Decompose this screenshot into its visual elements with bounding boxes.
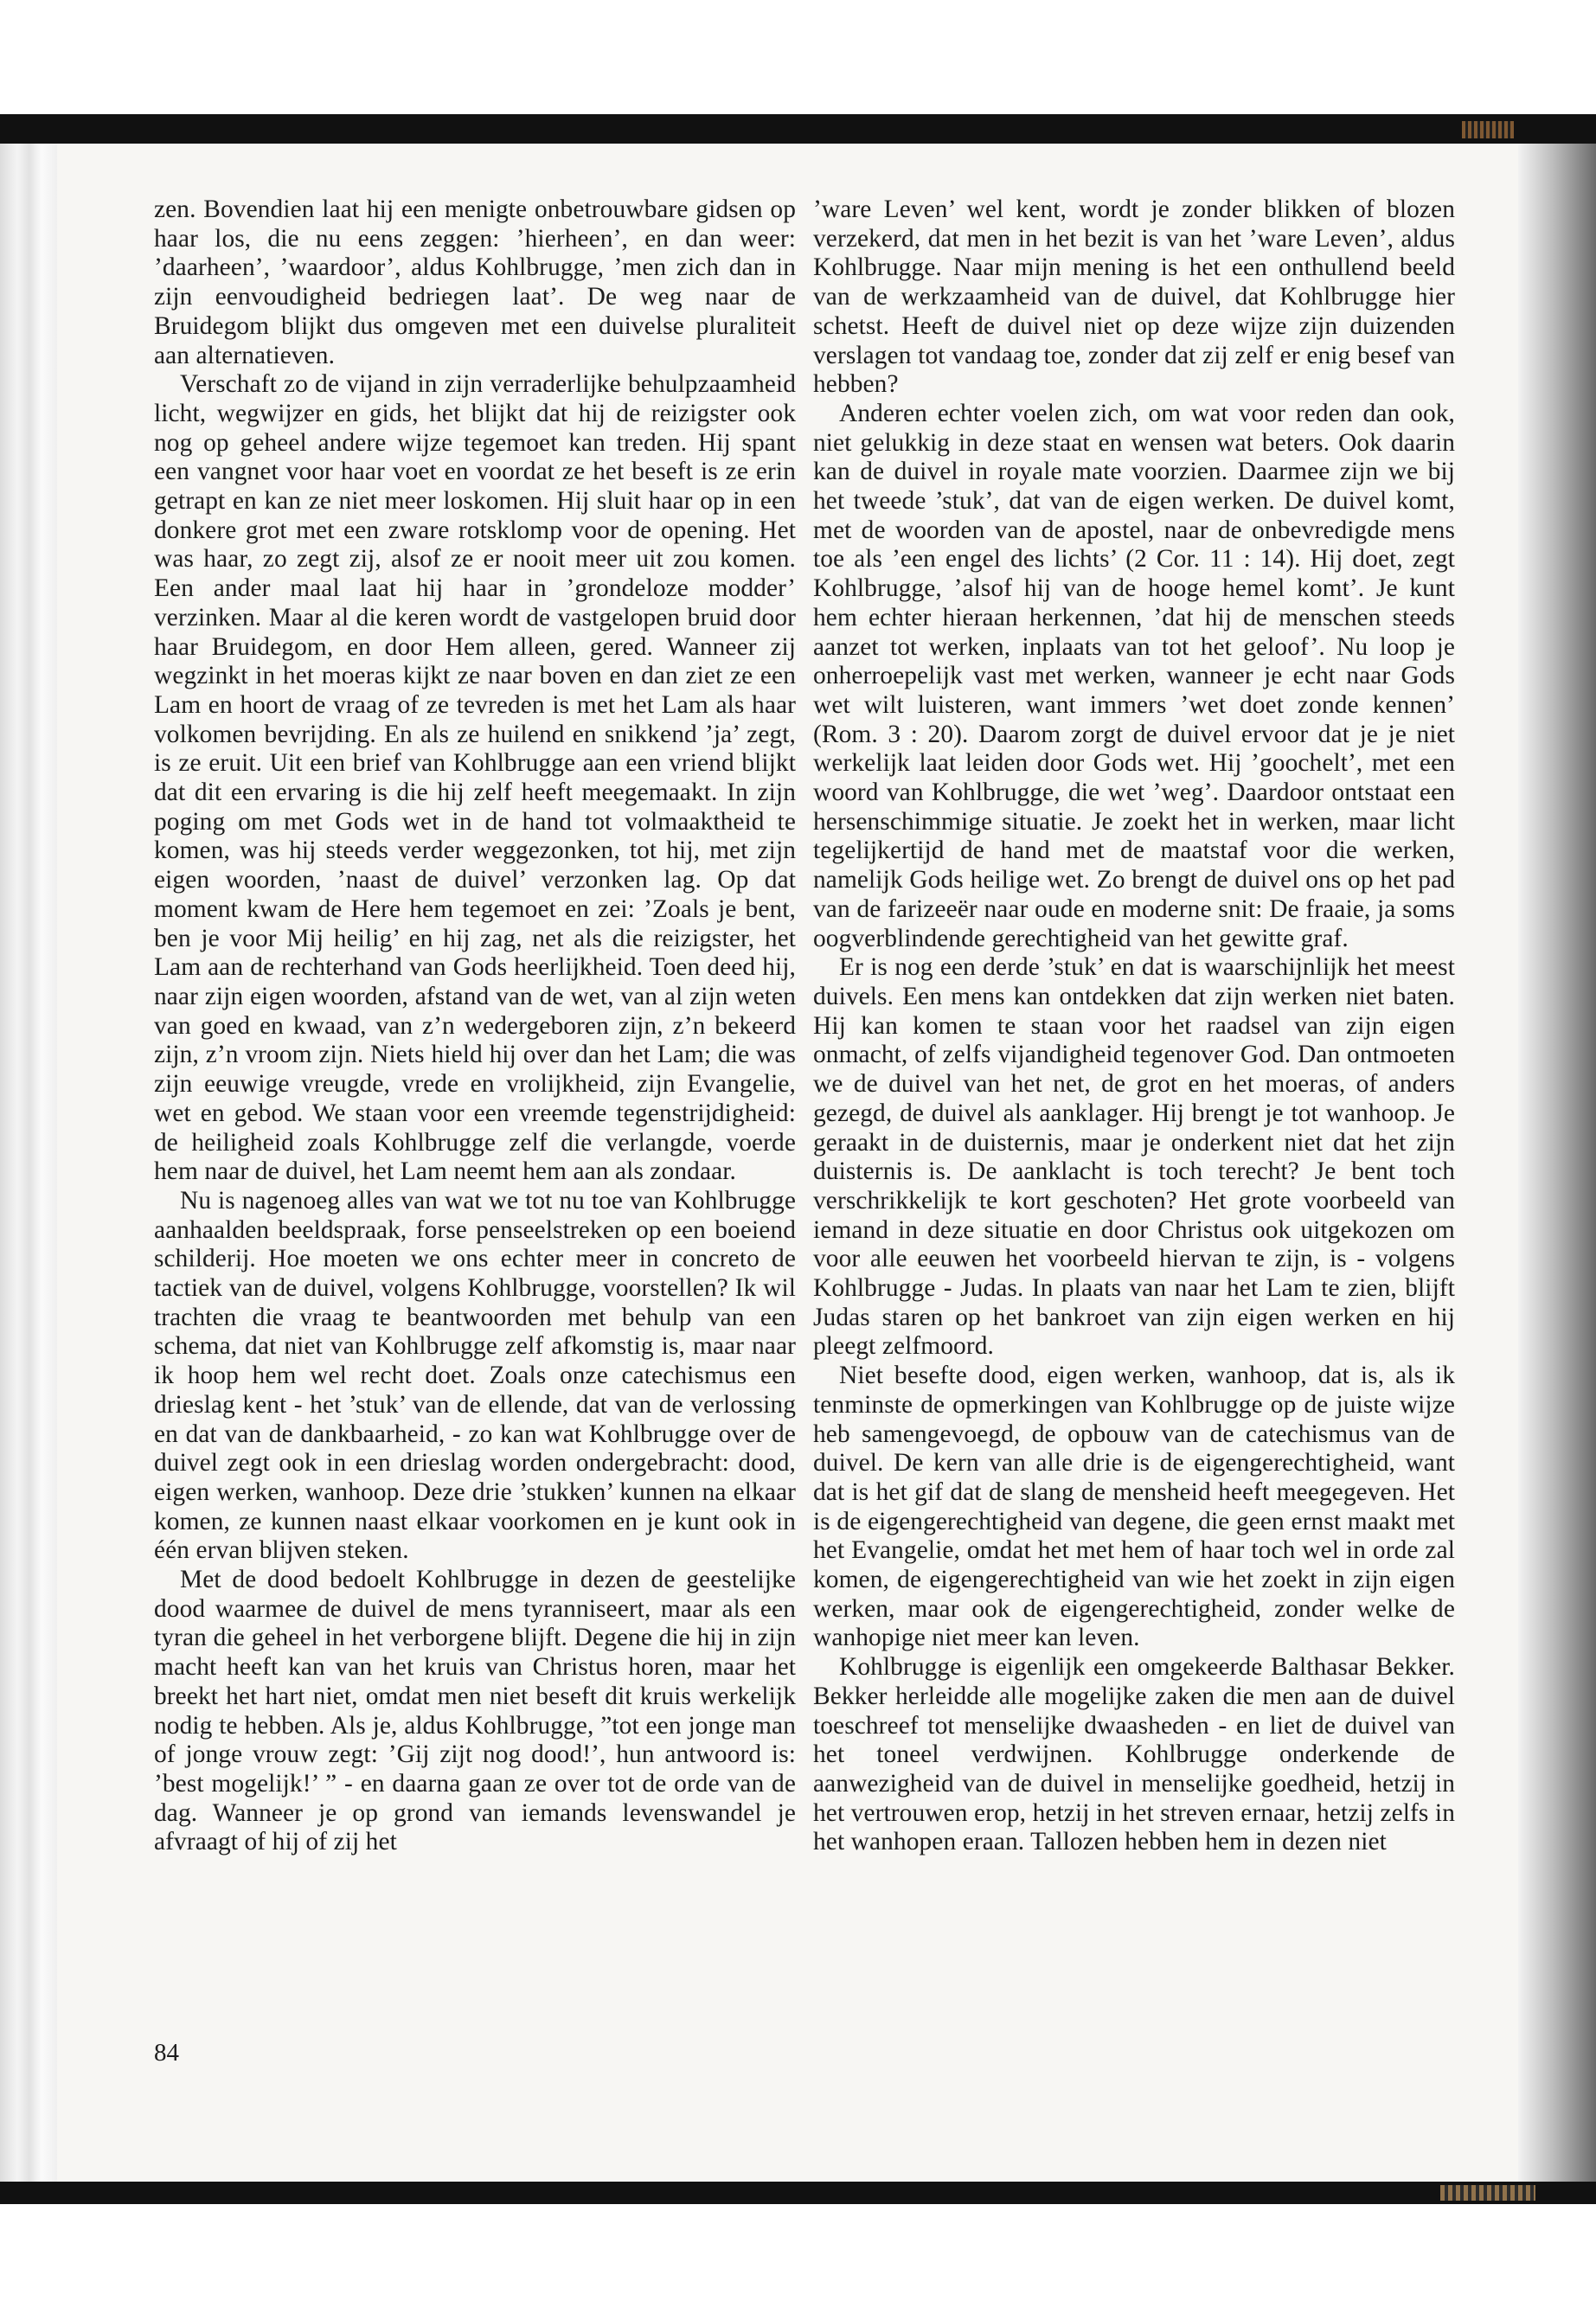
- paragraph: ’ware Leven’ wel kent, wordt je zonder blikken of blozen verzekerd, dat men in het bezit is van het ’ware Leven’, aldus Kohlbrugge. Naar mijn mening is het een onthullend beeld van de werkzaamheid van de duivel, dat Kohlbrugge hier schetst. Heeft de duivel niet op deze wijze zijn duizenden verslagen tot vandaag toe, zonder dat zij zelf er enig besef van hebben?: [813, 195, 1455, 399]
- scan-border-top: [0, 114, 1596, 144]
- scan-artifact-bottom-right: [1440, 2185, 1535, 2201]
- paragraph: Kohlbrugge is eigenlijk een omgekeerde Balthasar Bekker. Bekker herleidde alle mogelijke zaken die men aan de duivel toeschreef tot menselijke dwaasheden - en liet de duivel van het toneel verdwijnen. Kohlbrugge onderkende de aanwezigheid van de duivel in menselijke goedheid, hetzij in het vertrouwen erop, hetzij in het streven ernaar, hetzij zelfs in het wanhopen eraan. Tallozen hebben hem in dezen niet: [813, 1653, 1455, 1856]
- paragraph: Nu is nagenoeg alles van wat we tot nu toe van Kohlbrugge aanhaalden beeldspraak, forse penseelstreken op een boeiend schilderij. Hoe moeten we ons echter meer in concreto de tactiek van de duivel, volgens Kohlbrugge, voorstellen? Ik wil trachten die vraag te beantwoorden met behulp van een schema, dat niet van Kohlbrugge zelf afkomstig is, maar naar ik hoop hem wel recht doet. Zoals onze catechismus een drieslag kent - het ’stuk’ van de ellende, dat van de verlossing en dat van de dankbaarheid, - zo kan wat Kohlbrugge over de duivel zegt ook in een drieslag worden ondergebracht: dood, eigen werken, wanhoop. Deze drie ’stukken’ kunnen na elkaar komen, ze kunnen naast elkaar voorkomen en je kunt ook in één ervan blijven steken.: [154, 1186, 796, 1565]
- scan-border-bottom: [0, 2182, 1596, 2204]
- paragraph: Verschaft zo de vijand in zijn verraderlijke behulpzaamheid licht, wegwijzer en gids, het blijkt dat hij de reizigster ook nog op geheel andere wijze tegemoet kan treden. Hij spant een vangnet voor haar voet en voordat ze het beseft is ze erin getrapt en kan ze niet meer loskomen. Hij sluit haar op in een donkere grot met een zware rotsklomp voor de opening. Het was haar, zo zegt zij, alsof ze er nooit meer uit zou komen. Een ander maal laat hij haar in ’grondeloze modder’ verzinken. Maar al die keren wordt de vastgelopen bruid door haar Bruidegom, en door Hem alleen, gered. Wanneer zij wegzinkt in het moeras kijkt ze naar boven en dan ziet ze een Lam en hoort de vraag of ze tevreden is met het Lam als haar volkomen bevrijding. En als ze huilend en snikkend ’ja’ zegt, is ze eruit. Uit een brief van Kohlbrugge aan een vriend blijkt dat dit een ervaring is die hij zelf heeft meegemaakt. In zijn poging om met Gods wet in de hand tot volmaaktheid te komen, was hij steeds verder weggezonken, tot hij, met zijn eigen woorden, ’naast de duivel’ verzonken lag. Op dat moment kwam de Here hem tegemoet en zei: ’Zoals je bent, ben je voor Mij heilig’ en hij zag, net als die reizigster, het Lam aan de rechterhand van Gods heerlijkheid. Toen deed hij, naar zijn eigen woorden, afstand van de wet, van al zijn weten van goed en kwaad, van z’n wedergeboren zijn, z’n bekeerd zijn, z’n vroom zijn. Niets hield hij over dan het Lam; die was zijn eeuwige vreugde, vrede en vrolijkheid, zijn Evangelie, wet en gebod. We staan voor een vreemde tegenstrijdigheid: de heiligheid zoals Kohlbrugge zelf die verlangde, voerde hem naar de duivel, het Lam neemt hem aan als zondaar.: [154, 370, 796, 1186]
- paragraph: Er is nog een derde ’stuk’ en dat is waarschijnlijk het meest duivels. Een mens kan ontdekken dat zijn werken niet baten. Hij kan komen te staan voor het raadsel van zijn eigen onmacht, of zelfs vijandigheid tegenover God. Dan ontmoeten we de duivel van het net, de grot en het moeras, of anders gezegd, de duivel als aanklager. Hij brengt je tot wanhoop. Je geraakt in de duisternis, maar je onderkent niet dat het zijn duisternis is. De aanklacht is toch terecht? Je bent toch verschrikkelijk te kort geschoten? Het grote voorbeeld van iemand in deze situatie en door Christus ook uitgekozen om voor alle eeuwen het voorbeeld hiervan te zijn, is - volgens Kohlbrugge - Judas. In plaats van naar het Lam te zien, blijft Judas staren op het bankroet van zijn eigen werken en hij pleegt zelfmoord.: [813, 953, 1455, 1361]
- paragraph: Met de dood bedoelt Kohlbrugge in dezen de geestelijke dood waarmee de duivel de mens tyranniseert, maar als een tyran die geheel in het verborgene blijft. Degene die hij in zijn macht heeft kan van het kruis van Christus horen, maar het breekt het hart niet, omdat men niet beseft dit kruis werkelijk nodig te hebben. Als je, aldus Kohlbrugge, ”tot een jonge man of jonge vrouw zegt: ’Gij zijt nog dood!’, hun antwoord is: ’best mogelijk!’ ” - en daarna gaan ze over tot de orde van de dag. Wanneer je op grond van iemands levenswandel je afvraagt of hij of zij het: [154, 1566, 796, 1856]
- paragraph: Niet besefte dood, eigen werken, wanhoop, dat is, als ik tenminste de opmerkingen van Kohlbrugge op de juiste wijze heb samengevoegd, de opbouw van de catechismus van de duivel. De kern van alle drie is de eigengerechtigheid, want dat is het gif dat de slang de mensheid heeft meegegeven. Het is de eigengerechtigheid van degene, die geen ernst maakt met het Evangelie, omdat het met hem of haar toch wel in orde zal komen, de eigengerechtigheid van wie het zoekt in zijn eigen werken, maar ook de eigengerechtigheid, zonder welke de wanhopige niet meer kan leven.: [813, 1362, 1455, 1652]
- book-gutter-left: [0, 114, 57, 2204]
- scan-artifact-top-right: [1462, 121, 1514, 138]
- right-column: [813, 195, 1455, 1857]
- left-column: [154, 195, 796, 1857]
- paragraph: zen. Bovendien laat hij een menigte onbetrouwbare gidsen op haar los, die nu eens zeggen: ’hierheen’, en dan weer: ’daarheen’, ’waardoor’, aldus Kohlbrugge, ’men zich dan in zijn eenvoudigheid bedriegen laat’. De weg naar de Bruidegom blijkt dus omgeven met een duivelse pluraliteit aan alternatieven.: [154, 195, 796, 369]
- paragraph: Anderen echter voelen zich, om wat voor reden dan ook, niet gelukkig in deze staat en wensen wat beters. Ook daarin kan de duivel in royale mate voorzien. Daarmee zijn we bij het tweede ’stuk’, dat van de eigen werken. De duivel komt, met de woorden van de apostel, naar de onbevredigde mens toe als ’een engel des lichts’ (2 Cor. 11 : 14). Hij doet, zegt Kohlbrugge, ’alsof hij van de hooge hemel komt’. Je kunt hem echter hieraan herkennen, ’dat hij de menschen steeds aanzet tot werken, inplaats van tot het geloof’. Nu loop je onherroepelijk vast met werken, wanneer je echt naar Gods wet wilt luisteren, want immers ’wet doet zonde kennen’ (Rom. 3 : 20). Daarom zorgt de duivel ervoor dat je je niet werkelijk laat leiden door Gods wet. Hij ’goochelt’, met een woord van Kohlbrugge, die wet ’weg’. Daardoor ontstaat een hersenschimmige situatie. Je zoekt het in werken, maar licht tegelijkertijd de hand met de maatstaf voor die werken, namelijk Gods heilige wet. Zo brengt de duivel ons op het pad van de farizeeër naar oude en moderne snit: De fraaie, ja soms oogverblindende gerechtigheid van het gewitte graf.: [813, 399, 1455, 952]
- page-number: 84: [154, 2039, 179, 2067]
- book-page-edges-right: [1518, 144, 1596, 2182]
